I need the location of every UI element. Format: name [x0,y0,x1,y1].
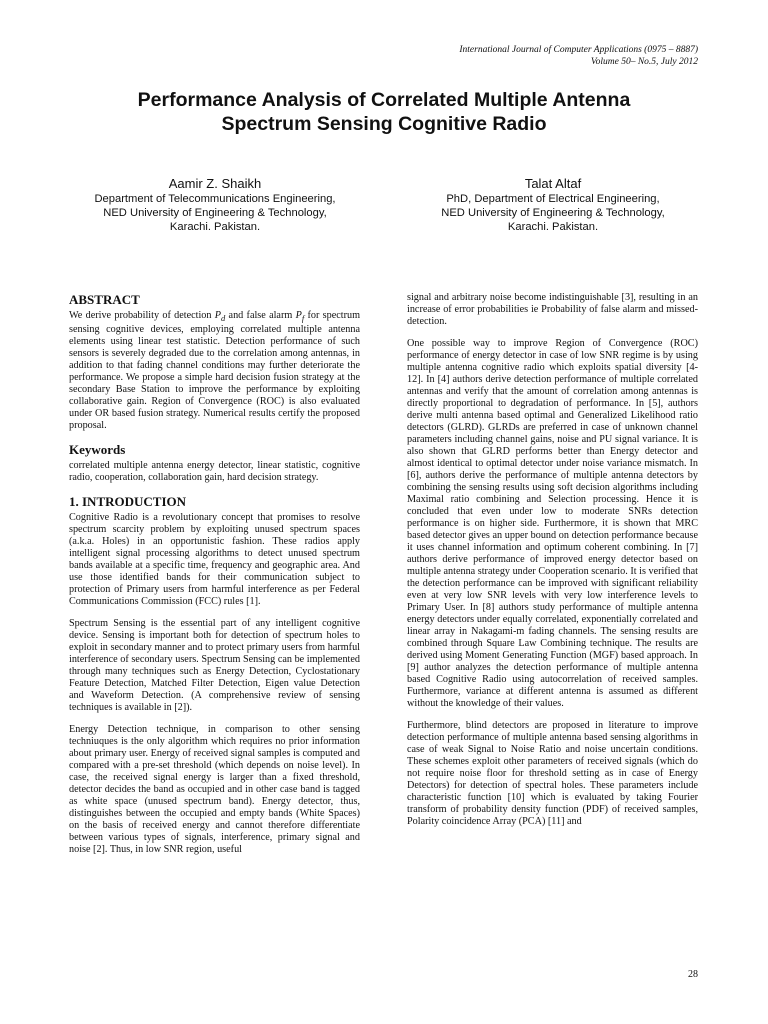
author-affiliation-line: Karachi. Pakistan. [169,221,261,233]
author-affiliation-line: NED University of Engineering & Technology, [441,207,665,219]
abstract-heading: ABSTRACT [69,292,140,307]
keywords-heading: Keywords [69,442,126,458]
author-affiliation-line: Department of Telecommunications Engineering, [94,193,336,205]
paper-title [40,88,728,136]
author-name: Talat Altaf [524,176,582,191]
title-line-2: Spectrum Sensing Cognitive Radio [221,113,547,135]
journal-volume: Volume 50– No.5, July 2012 [590,57,698,67]
title-line-1: Performance Analysis of Correlated Multiple Antenna [137,89,631,111]
intro-paragraph-1: Cognitive Radio is a revolutionary concept that promises to resolve spectrum scarcity problem by exploiting unused spectrum spaces (a.k.a. Holes) in an opportunistic fashion. These radios apply intelligent signal processing algorithms to detect unused spectrum bands available at a specific time, frequency and geographic area. And use those identified bands for their communication subject to protection of Primary users from harmful interference as per Federal Communications Commission (FCC) rules [1]. [69,512,360,608]
abstract-text-mid: and false alarm [225,310,296,321]
intro-paragraph-2: Spectrum Sensing is the essential part of any intelligent cognitive device. Sensing is important both for detection of spectrum holes to exploit in secondary manner and to protect primary users from harmful interference of secondary users. Spectrum Sensing can be implemented through many techniques such as Energy Detection, Cyclostationary Feature Detection, Matched Filter Detection, Eigen value Detection and Waveform Detection. (A comprehensive review of sensing techniques is available in [2]). [69,618,360,714]
page-number: 28 [688,969,698,980]
introduction-heading: 1. INTRODUCTION [69,494,187,510]
journal-header [459,44,698,68]
pd-symbol: $P_d$ [214,310,226,324]
author-affiliation-line: Karachi. Pakistan. [507,221,599,233]
author-block-1 [65,176,365,234]
intro-paragraph-4: One possible way to improve Region of Convergence (ROC) performance of energy detector in case of low SNR regime is by using multiple antenna cognitive radio which exploits spatial diversity [4-12]. In [4] authors derive detection performance of multiple correlated antennas and verify that the amount of correlation among antennas is directly proportional to degradation of performance. In [5], authors derive multi antenna based optimal and Generalized Likelihood ratio detectors (GLRD). GLRDs are preferred in case of unknown channel parameters including channel gains, noise and PU signal variance. It is also shown that GLRD performs better than Energy detector and almost identical to optimal detector under noise variance mismatch. In [6], authors derive the performance of multiple antenna detectors by combining the sensing results using soft decision algorithms including Maximal ratio combining and Selection processing. Hence it is concluded that even under low to moderate SNRs detection performance is on higher side. Furthermore, it is shown that MRC based detector gives an upper bound on detection performance because it uses channel information and optimum coherent combining. In [7] authors derive performance of improved energy detector based on multiple antenna strategy under Cooperation scenario. It is verified that the detection performance can be improved with significant reliability even at very low SNR levels with very low interference levels to Primary User. In [8] authors study performance of multiple antenna energy detectors under equally correlated, exponentially correlated and linear array in Nakagami-m fading channels. The sensing results are combined through Square Law Combining technique. The results are derived using Moment Generating Function (MGF) based approach. In [9] author analyzes the detection performance of multiple antenna based Cognitive Radio using autocorrelation of received samples. Furthermore, variance at different antenna is assumed as different without the knowledge of their values. [407,338,698,709]
abstract-text-end: for spectrum sensing cognitive devices, employing correlated multiple antenna elements using linear test statistic. Detection performance of such sensors is severely degraded due to the correlation among antennas, in addition to that fading channel conditions may further deteriorate the performance. We propose a simple hard decision fusion strategy at the secondary Base Station to improve the performance by exploiting collaborative gain. Region of Convergence (ROC) is also evaluated under OR based fusion strategy. Numerical results certify the proposed proposal. [69,310,360,432]
left-column [69,292,360,866]
intro-paragraph-3-continued: signal and arbitrary noise become indistinguishable [3], resulting in an increase of error probabilities ie Probability of false alarm and missed-detection. [407,292,698,327]
author-name: Aamir Z. Shaikh [168,176,262,191]
intro-paragraph-3: Energy Detection technique, in comparison to other sensing techniuques is the only algorithm which requires no prior information about primary user. Energy of received signal samples is computed and compared with a pre-set threshold (which depends on noise level). In case, the received signal energy is larger than a fixed threshold, detector decides the band as occupied and in other case band is tagged as white space (unused spectrum band). Energy detector, thus, distinguishes between the occupied and empty bands (White Spaces) on the basis of received energy and cannot therefore differentiate between various types of signals, interference, primary signal and noise [2]. Thus, in low SNR region, useful [69,724,360,856]
right-column [407,292,698,838]
intro-paragraph-5: Furthermore, blind detectors are proposed in literature to improve detection performance of multiple antenna based sensing algorithms in case of weak Signal to Noise Ratio and noise uncertain conditions. These schemes exploit other parameters of received signals (which do not require noise floor for threshold setting as in case of Energy Detectors) for detection of spectral holes. These parameters include characteristic function [10] which is evaluated by taking Fourier transform of probability density function (PDF) of received samples, Polarity coincidence Array (PCA) [11] and [407,720,698,827]
journal-name: International Journal of Computer Applications (0975 – 8887) [459,45,698,55]
keywords-text: correlated multiple antenna energy detector, linear statistic, cognitive radio, cooperation, collaboration gain, hard decision strategy. [69,460,360,484]
author-block-2 [403,176,703,234]
author-affiliation-line: PhD, Department of Electrical Engineering, [446,193,660,205]
author-affiliation-line: NED University of Engineering & Technology, [103,207,327,219]
abstract-text-start: We derive probability of detection [69,310,215,321]
abstract-text [69,310,360,432]
pf-symbol: $P_f$ [295,310,305,324]
